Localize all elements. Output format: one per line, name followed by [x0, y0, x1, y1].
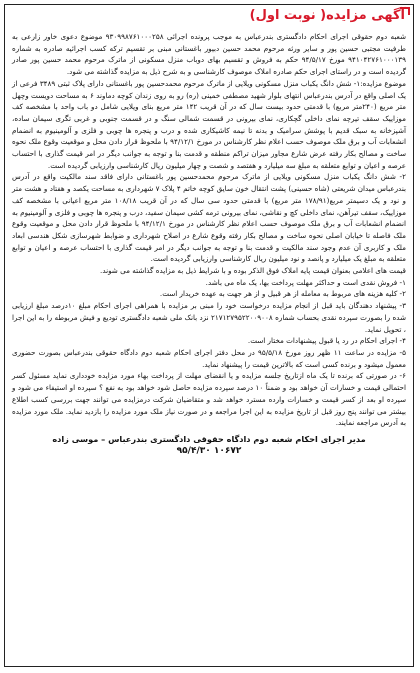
item-2-paragraph: ۲- شش دانگ یکباب منزل مسکونی ویلایی از ماترک مرحوم محمدحسین پور باغستانی دارای فاقد سند مالکیت واقع در آدرس بندرعباس میدان شریعتی (شاه حسینی) پشت انتقال خون سایق کوچه خاتم ۴ پلاک ۷ شهرداری به مساحت یکصد و هفتاد و هشت متر و نود و یک دسیمتر مربع(۱۷۸/۹۱ متر مربع) با قدمتی حدود سی سال که در آن قریب ۱۰۸/۱۸ متر مربع اعیانی با مشخصه کف موزاییک، سقف تیرآهن، نمای داخلی کچ و نقاشی، نمای بیرونی ترمه کشی سیمان سفید، درب و پنجره ها چوبی و فلزی و آلومینیوم به انضمام انشعابات آب و برق ملک موصوف حسب اعلام نظر کارشناس در مورخ ۹۴/۱۲/۱ با ملحوظ قرار دادن محل و موقعیت وقوع ملک فاصله تا خیابان اصلی نحوه ساخت و مصالح بکار رفته وقوع شارع در اصلاح شهرداری و ضوابط شهرسازی شکل هندسی ابعاد ملک و کاربری آن عدم وجود سند مالکیت و قدمت بنا و توجه به جوانب دیگر در امر قیمت گذاری با احتساب عرصه و اعیان و توابع متعلقه به مبلغ یک میلیارد و پانصد و نود میلیون ریال کارشناسی وارزیابی گردیده است.	[12, 172, 407, 264]
notice-title: آگهی مزایده( نوبت اول)	[249, 8, 405, 23]
item-1-paragraph: موضوع مزایده:۱- شش دانگ یکباب منزل مسکونی ویلایی از ماترک مرحوم محمدحسین پور باغستانی دارای پلاک ثبتی ۳۴۸۹ فرعی از یک اصلی واقع در آدرس بندرعباس انتهای بلوار شهید مصطفی خمینی (ره) رو به روی زندان کوچه دماوند ۶ به مساحت دویست وچهل متر مربع (۲۴۰متر مربع) با قدمتی حدود بیست سال که در آن قریب ۱۴۲ متر مربع بنای ویلایی شامل دو باب واحد با مشخصه کف موزاییک سقف تیرچه نمای داخلی گچکاری، نمای بیرونی در قسمت شمالی سنگ و در قسمت جنوبی و غربی تگری سیمان ساده، آشپزخانه به سبک قدیم با پوشش سرامیک و بدنه تا نیمه کاشیکاری شده و درب و پنجره ها چوبی و فلزی و آلومینیوم به انضمام انشعابات آب و برق ملک موصوف حسب اعلام نظر کارشناس در مورخ ۹۴/۱۲/۱ با ملحوظ قرار دادن محل و موقعیت وقوع ملک نحوه ساخت و مصالح بکار رفته عرض شارع مجاور میزان تراکم منطقه و قدمت بنا و توجه به جوانب دیگر در امر قیمت گذاری با احتساب عرصه و اعیان و توابع متعلقه به مبلغ سه میلیارد و هفتصد و شصت و چهار میلیون ریال کارشناسی وارزیابی گردیده است.	[12, 78, 407, 170]
conditions-intro: قیمت های اعلامی بعنوان قیمت پایه املاک فوق الذکر بوده و با شرایط ذیل به مزایده گذاشته می شوند.	[100, 266, 406, 276]
condition-1: ۱- فروش نقدی است و حداکثر مهلت پرداخت بها، یک ماه می باشد.	[205, 277, 406, 287]
condition-2: ۲- کلیه هزینه های مربوط به معامله از هر قبیل و از هر جهت به عهده خریدار است.	[159, 289, 406, 299]
signature-line: مدیر اجرای احکام شعبه دوم دادگاه حقوقی دادگستری بندرعباس – موسی زاده	[52, 433, 366, 444]
condition-5: ۵- مزایده در ساعت ۱۱ ظهر روز مورخ ۹۵/۵/۱۸ در محل دفتر اجرای احکام شعبه دوم دادگاه حقوقی بندرعباس بصورت حضوری معمول میشود و برنده کسی است که بالاترین قیمت را پیشنهاد نماید.	[12, 347, 406, 369]
notice-body	[5, 31, 413, 429]
notice-code: ۹۵/۴/۳۰ ۱۰۶۷۲	[176, 445, 242, 456]
condition-4: ۴- اجرای احکام در رد یا قبول پیشنهادات مختار است.	[247, 336, 406, 346]
intro-paragraph: شعبه دوم حقوقی اجرای احکام دادگستری بندرعباس به موجب پرونده اجرائی ۹۳۰۹۹۸۷۶۱۰۰۰۲۵۸ موضوع دعوی خاور زارعی به طرفیت مجتبی حسین پور و سایر ورثه مرحوم محمد حسین دبیور باغستانی مبنی بر تقسیم ترکه کسب اجرائیه صادره به شماره ۹۴۱۰۴۲۷۶۱۰۰۰۱۳۹ مورخ ۹۴/۵/۱۷ حکم به فروش و تقسیم بهای دوباب منزل مسکونی از ماترک مرحوم محمد حسین پور صادر گردیده است و در راستای اجرای حکم صادره املاک موصوف کارشناسی و به شرح ذیل به مزایده گذاشته می شود.	[12, 32, 407, 77]
notice-header	[5, 5, 413, 31]
condition-6: ۶- در صورتی که برنده تا یک ماه ازتاریخ جلسه مزایده و یا انقضای مهلت از پرداخت بهاء مورد مزایده خودداری نماید مسئول کسر احتمالی قیمت و خسارات آن خواهد بود و ضمناً ۱۰ درصد سپرده مزایده حاصل شود خواهد بود به نفع ؟ سپرده او استیفاء می شود و سپرده او بعد از کسر قیمت و خسارات وارده مسترد خواهد شد و متقاضیان شرکت درمزایده می توانند جهت بررسی کسب اطلاع بیشتر می توانند پنج روز قبل از تاریخ مزایده به این اجرا مراجعه و در صورت نیاز ملک مورد مزایده را بازدید نماید. ملک مورد مزایده به آدرس مراجعه نمایند.	[12, 371, 406, 428]
notice-frame	[4, 4, 414, 667]
condition-3: ۳- پیشنهاد دهندگان باید قبل از انجام مزایده درخواست خود را مبنی بر مزایده با همراهی اجرای احکام مبلغ ۱۰درصد مبلغ ارزیابی شده را بصورت سپرده نقدی بحساب شماره ۲۱۷۱۲۷۹۵۲۲۰۰۹۰۰۸ نزد بانک ملی شعبه دادگستری تودیع و فیش مربوطه را به این اجرا ، تحویل نماید.	[12, 301, 406, 334]
